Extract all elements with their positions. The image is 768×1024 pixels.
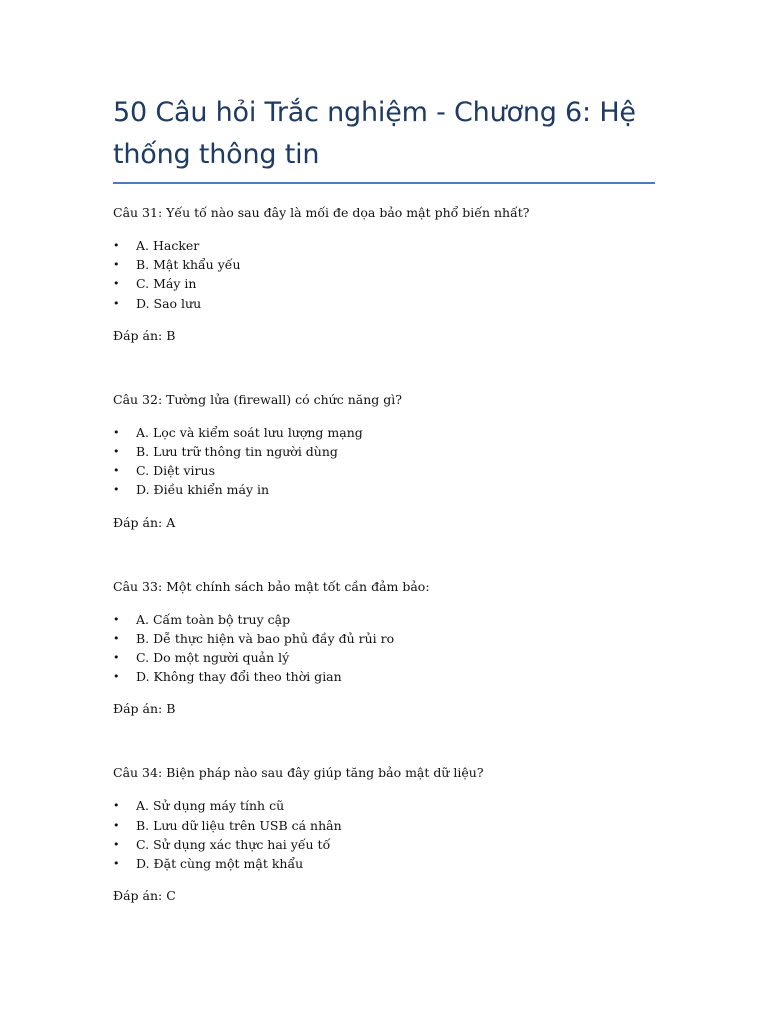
question-text: Câu 33: Một chính sách bảo mật tốt cần đảm bảo: [113, 578, 430, 594]
options-list [113, 796, 655, 873]
bullet-icon: • [113, 670, 120, 684]
list-item [113, 648, 655, 667]
bullet-icon: • [113, 445, 120, 459]
option-text: C. Diệt virus [136, 463, 215, 479]
bullet-icon: • [113, 277, 120, 291]
list-item [113, 274, 655, 293]
option-text: D. Đặt cùng một mật khẩu [136, 856, 304, 872]
answer-text: Đáp án: C [113, 888, 176, 904]
bullet-icon: • [113, 631, 120, 645]
option-text: B. Lưu dữ liệu trên USB cá nhân [136, 817, 342, 833]
option-text: B. Dễ thực hiện và bao phủ đầy đủ rủi ro [136, 630, 395, 646]
list-item [113, 667, 655, 686]
bullet-icon: • [113, 425, 120, 439]
question-block [113, 391, 655, 532]
question-text: Câu 32: Tường lửa (firewall) có chức năng gì? [113, 391, 402, 407]
list-item [113, 442, 655, 461]
list-item [113, 629, 655, 648]
list-item [113, 294, 655, 313]
answer-text: Đáp án: A [113, 514, 176, 530]
option-text: B. Lưu trữ thông tin người dùng [136, 444, 338, 460]
bullet-icon: • [113, 483, 120, 497]
bullet-icon: • [113, 818, 120, 832]
bullet-icon: • [113, 239, 120, 252]
bullet-icon: • [113, 651, 120, 665]
list-item [113, 480, 655, 499]
list-item [113, 854, 655, 873]
bullet-icon: • [113, 837, 120, 851]
list-item [113, 461, 655, 480]
bullet-icon: • [113, 612, 120, 626]
question-text: Câu 31: Yếu tố nào sau đây là mối đe dọa bảo mật phổ biến nhất? [113, 205, 530, 220]
list-item [113, 835, 655, 854]
option-text: A. Lọc và kiểm soát lưu lượng mạng [136, 424, 363, 440]
question-block [113, 764, 655, 905]
list-item [113, 796, 655, 815]
bullet-icon: • [113, 799, 120, 813]
list-item [113, 423, 655, 442]
bullet-icon: • [113, 296, 120, 310]
bullet-icon: • [113, 258, 120, 272]
question-block [113, 578, 655, 719]
option-text: A. Hacker [136, 238, 200, 253]
option-text: A. Sử dụng máy tính cũ [136, 798, 285, 814]
list-item [113, 610, 655, 629]
bullet-icon: • [113, 857, 120, 871]
document-title [113, 92, 655, 176]
answer-text: Đáp án: B [113, 327, 176, 343]
option-text: D. Điều khiển máy in [136, 482, 270, 498]
options-list [113, 423, 655, 500]
document-page [113, 92, 655, 905]
title-underline [113, 182, 655, 184]
list-item [113, 236, 655, 255]
options-list [113, 236, 655, 313]
option-text: C. Máy in [136, 276, 197, 292]
question-block [113, 204, 655, 345]
list-item [113, 255, 655, 274]
option-text: C. Do một người quản lý [136, 650, 290, 666]
options-list [113, 610, 655, 687]
option-text: D. Sao lưu [136, 295, 202, 311]
option-text: C. Sử dụng xác thực hai yếu tố [136, 836, 331, 852]
option-text: D. Không thay đổi theo thời gian [136, 669, 342, 685]
title-line-1: 50 Câu hỏi Trắc nghiệm - Chương 6: Hệ [113, 97, 636, 128]
question-text: Câu 34: Biện pháp nào sau đây giúp tăng bảo mật dữ liệu? [113, 765, 484, 781]
list-item [113, 816, 655, 835]
option-text: A. Cấm toàn bộ truy cập [136, 611, 291, 627]
bullet-icon: • [113, 464, 120, 478]
title-line-2: thống thông tin [113, 139, 320, 170]
answer-text: Đáp án: B [113, 701, 176, 717]
option-text: B. Mật khẩu yếu [136, 257, 241, 273]
